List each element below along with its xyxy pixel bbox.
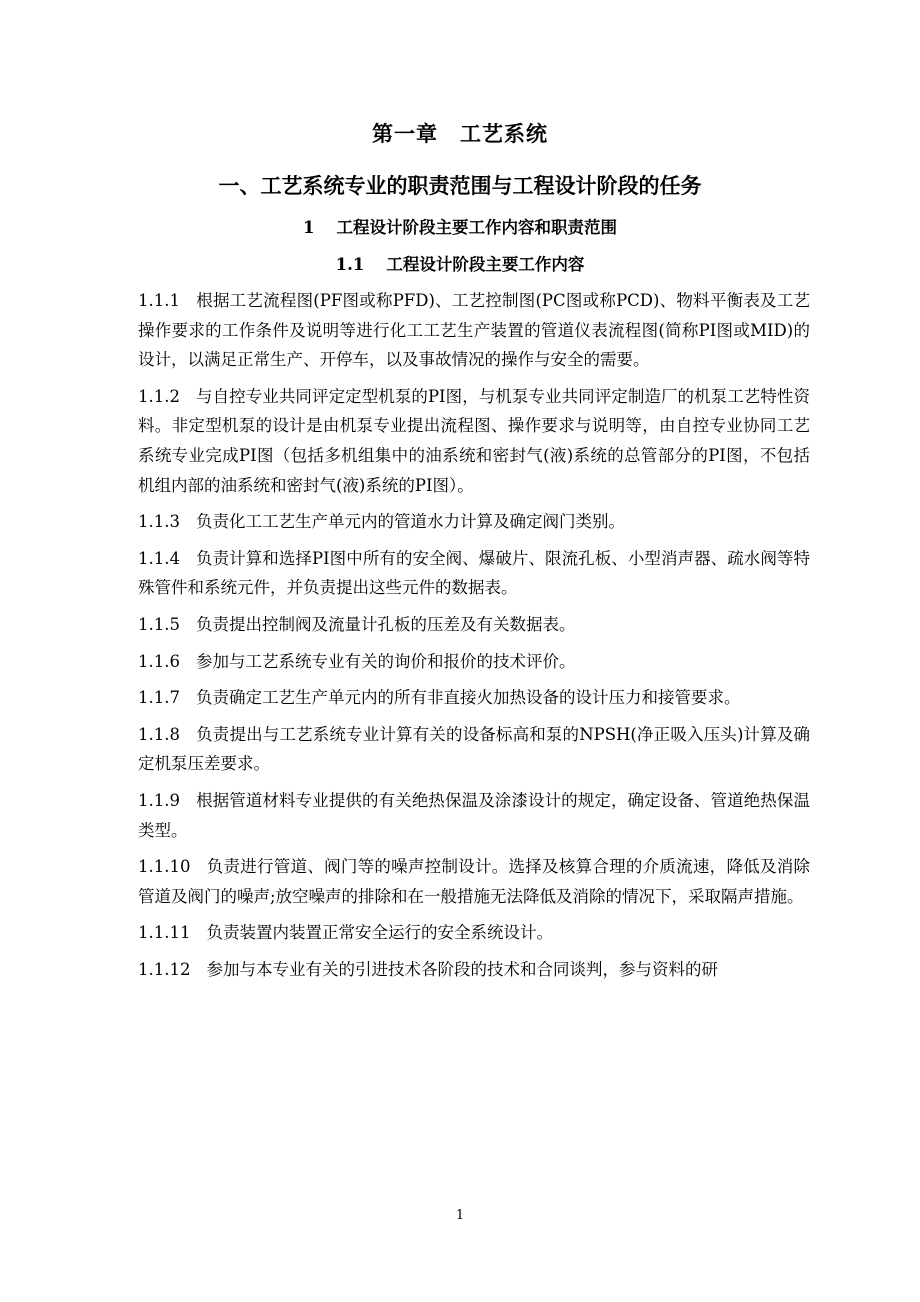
subsubsection-number: 1.1 <box>335 255 365 274</box>
paragraph <box>138 918 810 948</box>
paragraph-text: 根据管道材料专业提供的有关绝热保温及涂漆设计的规定，确定设备、管道绝热保温类型。 <box>138 790 810 840</box>
paragraph-number: 1.1.8 <box>138 724 180 744</box>
subsection-heading <box>0 214 920 238</box>
paragraph <box>138 720 810 779</box>
paragraph-text: 负责确定工艺生产单元内的所有非直接火加热设备的设计压力和接管要求。 <box>195 688 741 708</box>
page-number: 1 <box>455 1208 465 1223</box>
paragraph-number: 1.1.3 <box>138 512 180 532</box>
paragraph-number: 1.1.10 <box>138 857 191 877</box>
paragraph-number: 1.1.6 <box>138 651 180 671</box>
paragraph <box>138 647 810 677</box>
chapter-title: 工艺系统 <box>460 121 548 146</box>
paragraph-number: 1.1.9 <box>138 790 180 810</box>
paragraph <box>138 852 810 911</box>
subsubsection-heading <box>0 251 920 275</box>
paragraph-text: 负责计算和选择PI图中所有的安全阀、爆破片、限流孔板、小型消声器、疏水阀等特殊管件和系统元件，并负责提出这些元件的数据表。 <box>138 548 810 598</box>
paragraph <box>138 683 810 713</box>
paragraph <box>138 610 810 640</box>
paragraph <box>138 786 810 845</box>
paragraph <box>138 507 810 537</box>
paragraph-number: 1.1.12 <box>138 959 191 979</box>
paragraph <box>138 955 810 985</box>
paragraph <box>138 286 810 375</box>
paragraph-number: 1.1.11 <box>138 923 191 943</box>
chapter-heading <box>0 118 920 148</box>
paragraph-text: 参加与工艺系统专业有关的询价和报价的技术评价。 <box>195 651 576 671</box>
paragraph <box>138 382 810 500</box>
paragraph-text: 负责提出与工艺系统专业计算有关的设备标高和泵的NPSH(净正吸入压头)计算及确定机泵压差要求。 <box>138 724 810 774</box>
paragraph-number: 1.1.2 <box>138 386 180 406</box>
subsection-number: 1 <box>303 218 315 237</box>
body-text <box>138 286 810 991</box>
paragraph-number: 1.1.5 <box>138 614 180 634</box>
paragraph-number: 1.1.4 <box>138 548 180 568</box>
subsection-title: 工程设计阶段主要工作内容和职责范围 <box>336 218 617 237</box>
section-title: 一、工艺系统专业的职责范围与工程设计阶段的任务 <box>218 173 702 198</box>
paragraph-text: 负责装置内装置正常安全运行的安全系统设计。 <box>206 923 553 943</box>
paragraph-text: 负责进行管道、阀门等的噪声控制设计。选择及核算合理的介质流速，降低及消除管道及阀门的噪声;放空噪声的排除和在一般措施无法降低及消除的情况下，采取隔声措施。 <box>138 857 810 906</box>
paragraph-number: 1.1.1 <box>138 291 180 310</box>
paragraph <box>138 544 810 603</box>
chapter-label: 第一章 <box>372 121 438 146</box>
subsubsection-title: 工程设计阶段主要工作内容 <box>386 255 585 274</box>
paragraph-text: 参加与本专业有关的引进技术各阶段的技术和合同谈判，参与资料的研 <box>206 959 718 979</box>
paragraph-text: 负责化工工艺生产单元内的管道水力计算及确定阀门类别。 <box>195 512 625 532</box>
paragraph-text: 负责提出控制阀及流量计孔板的压差及有关数据表。 <box>195 614 576 634</box>
paragraph-text: 根据工艺流程图(PF图或称PFD)、工艺控制图(PC图或称PCD)、物料平衡表及工艺操作要求的工作条件及说明等进行化工工艺生产装置的管道仪表流程图(简称PI图或MID)的设计，以满足正常生产、开停车，以及事故情况的操作与安全的需要。 <box>138 291 810 370</box>
paragraph-number: 1.1.7 <box>138 688 180 708</box>
paragraph-text: 与自控专业共同评定定型机泵的PI图，与机泵专业共同评定制造厂的机泵工艺特性资料。非定型机泵的设计是由机泵专业提出流程图、操作要求与说明等，由自控专业协同工艺系统专业完成PI图（包括多机组集中的油系统和密封气(液)系统的总管部分的PI图，不包括机组内部的油系统和密封气(液)系统的PI图）。 <box>138 386 810 495</box>
